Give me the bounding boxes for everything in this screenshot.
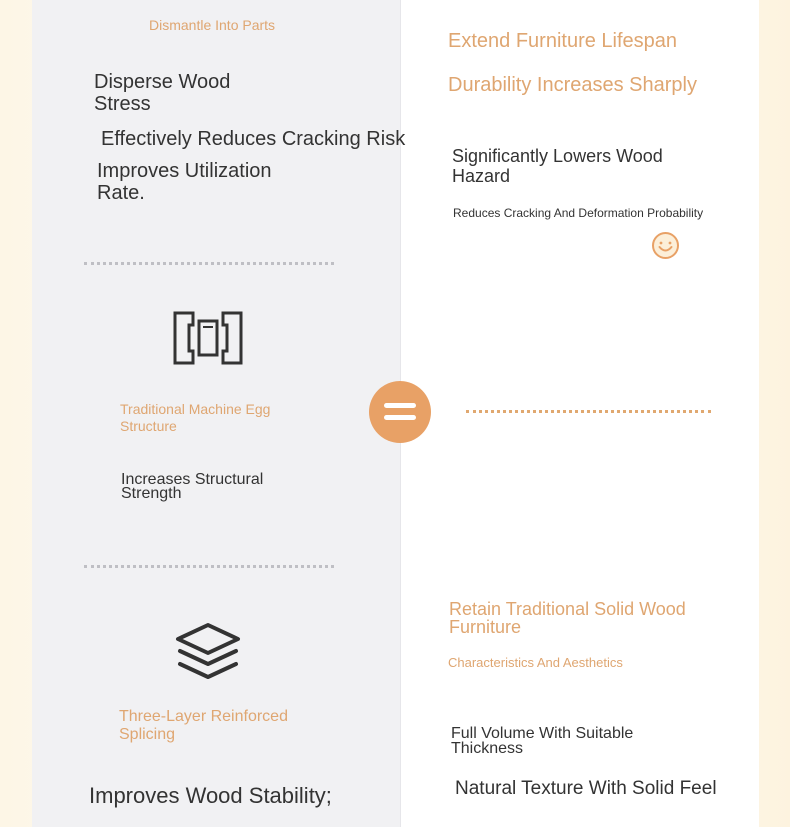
right-divider: [466, 410, 711, 413]
extend-lifespan-heading: Extend Furniture Lifespan: [448, 30, 678, 52]
full-volume-text: Full Volume With Suitable Thickness: [451, 725, 634, 758]
natural-texture-text: Natural Texture With Solid Feel: [455, 778, 717, 799]
disperse-stress-text: Disperse Wood Stress: [94, 71, 231, 115]
left-divider-2: [84, 565, 334, 568]
right-panel: [400, 0, 759, 827]
equals-icon: [369, 381, 431, 443]
smile-icon: [651, 231, 680, 260]
aesthetics-heading: Characteristics And Aesthetics: [448, 655, 623, 670]
lowers-hazard-text: Significantly Lowers Wood Hazard: [452, 146, 663, 186]
structural-strength-text: Increases Structural Strength: [121, 471, 264, 503]
reduces-deformation-text: Reduces Cracking And Deformation Probability: [453, 206, 704, 220]
reduce-cracking-text: Effectively Reduces Cracking Risk: [101, 128, 406, 150]
left-divider-1: [84, 262, 334, 265]
machine-egg-heading: Traditional Machine Egg Structure: [120, 401, 271, 434]
layers-icon: [172, 621, 244, 683]
mortise-tenon-icon: [173, 311, 243, 365]
utilization-text: Improves Utilization Rate.: [97, 160, 272, 204]
retain-traditional-heading: Retain Traditional Solid Wood Furniture: [449, 599, 686, 637]
three-layer-heading: Three-Layer Reinforced Splicing: [119, 708, 288, 744]
durability-heading: Durability Increases Sharply: [448, 74, 697, 96]
dismantle-heading: Dismantle Into Parts: [149, 17, 276, 33]
wood-stability-text: Improves Wood Stability;: [89, 783, 332, 808]
